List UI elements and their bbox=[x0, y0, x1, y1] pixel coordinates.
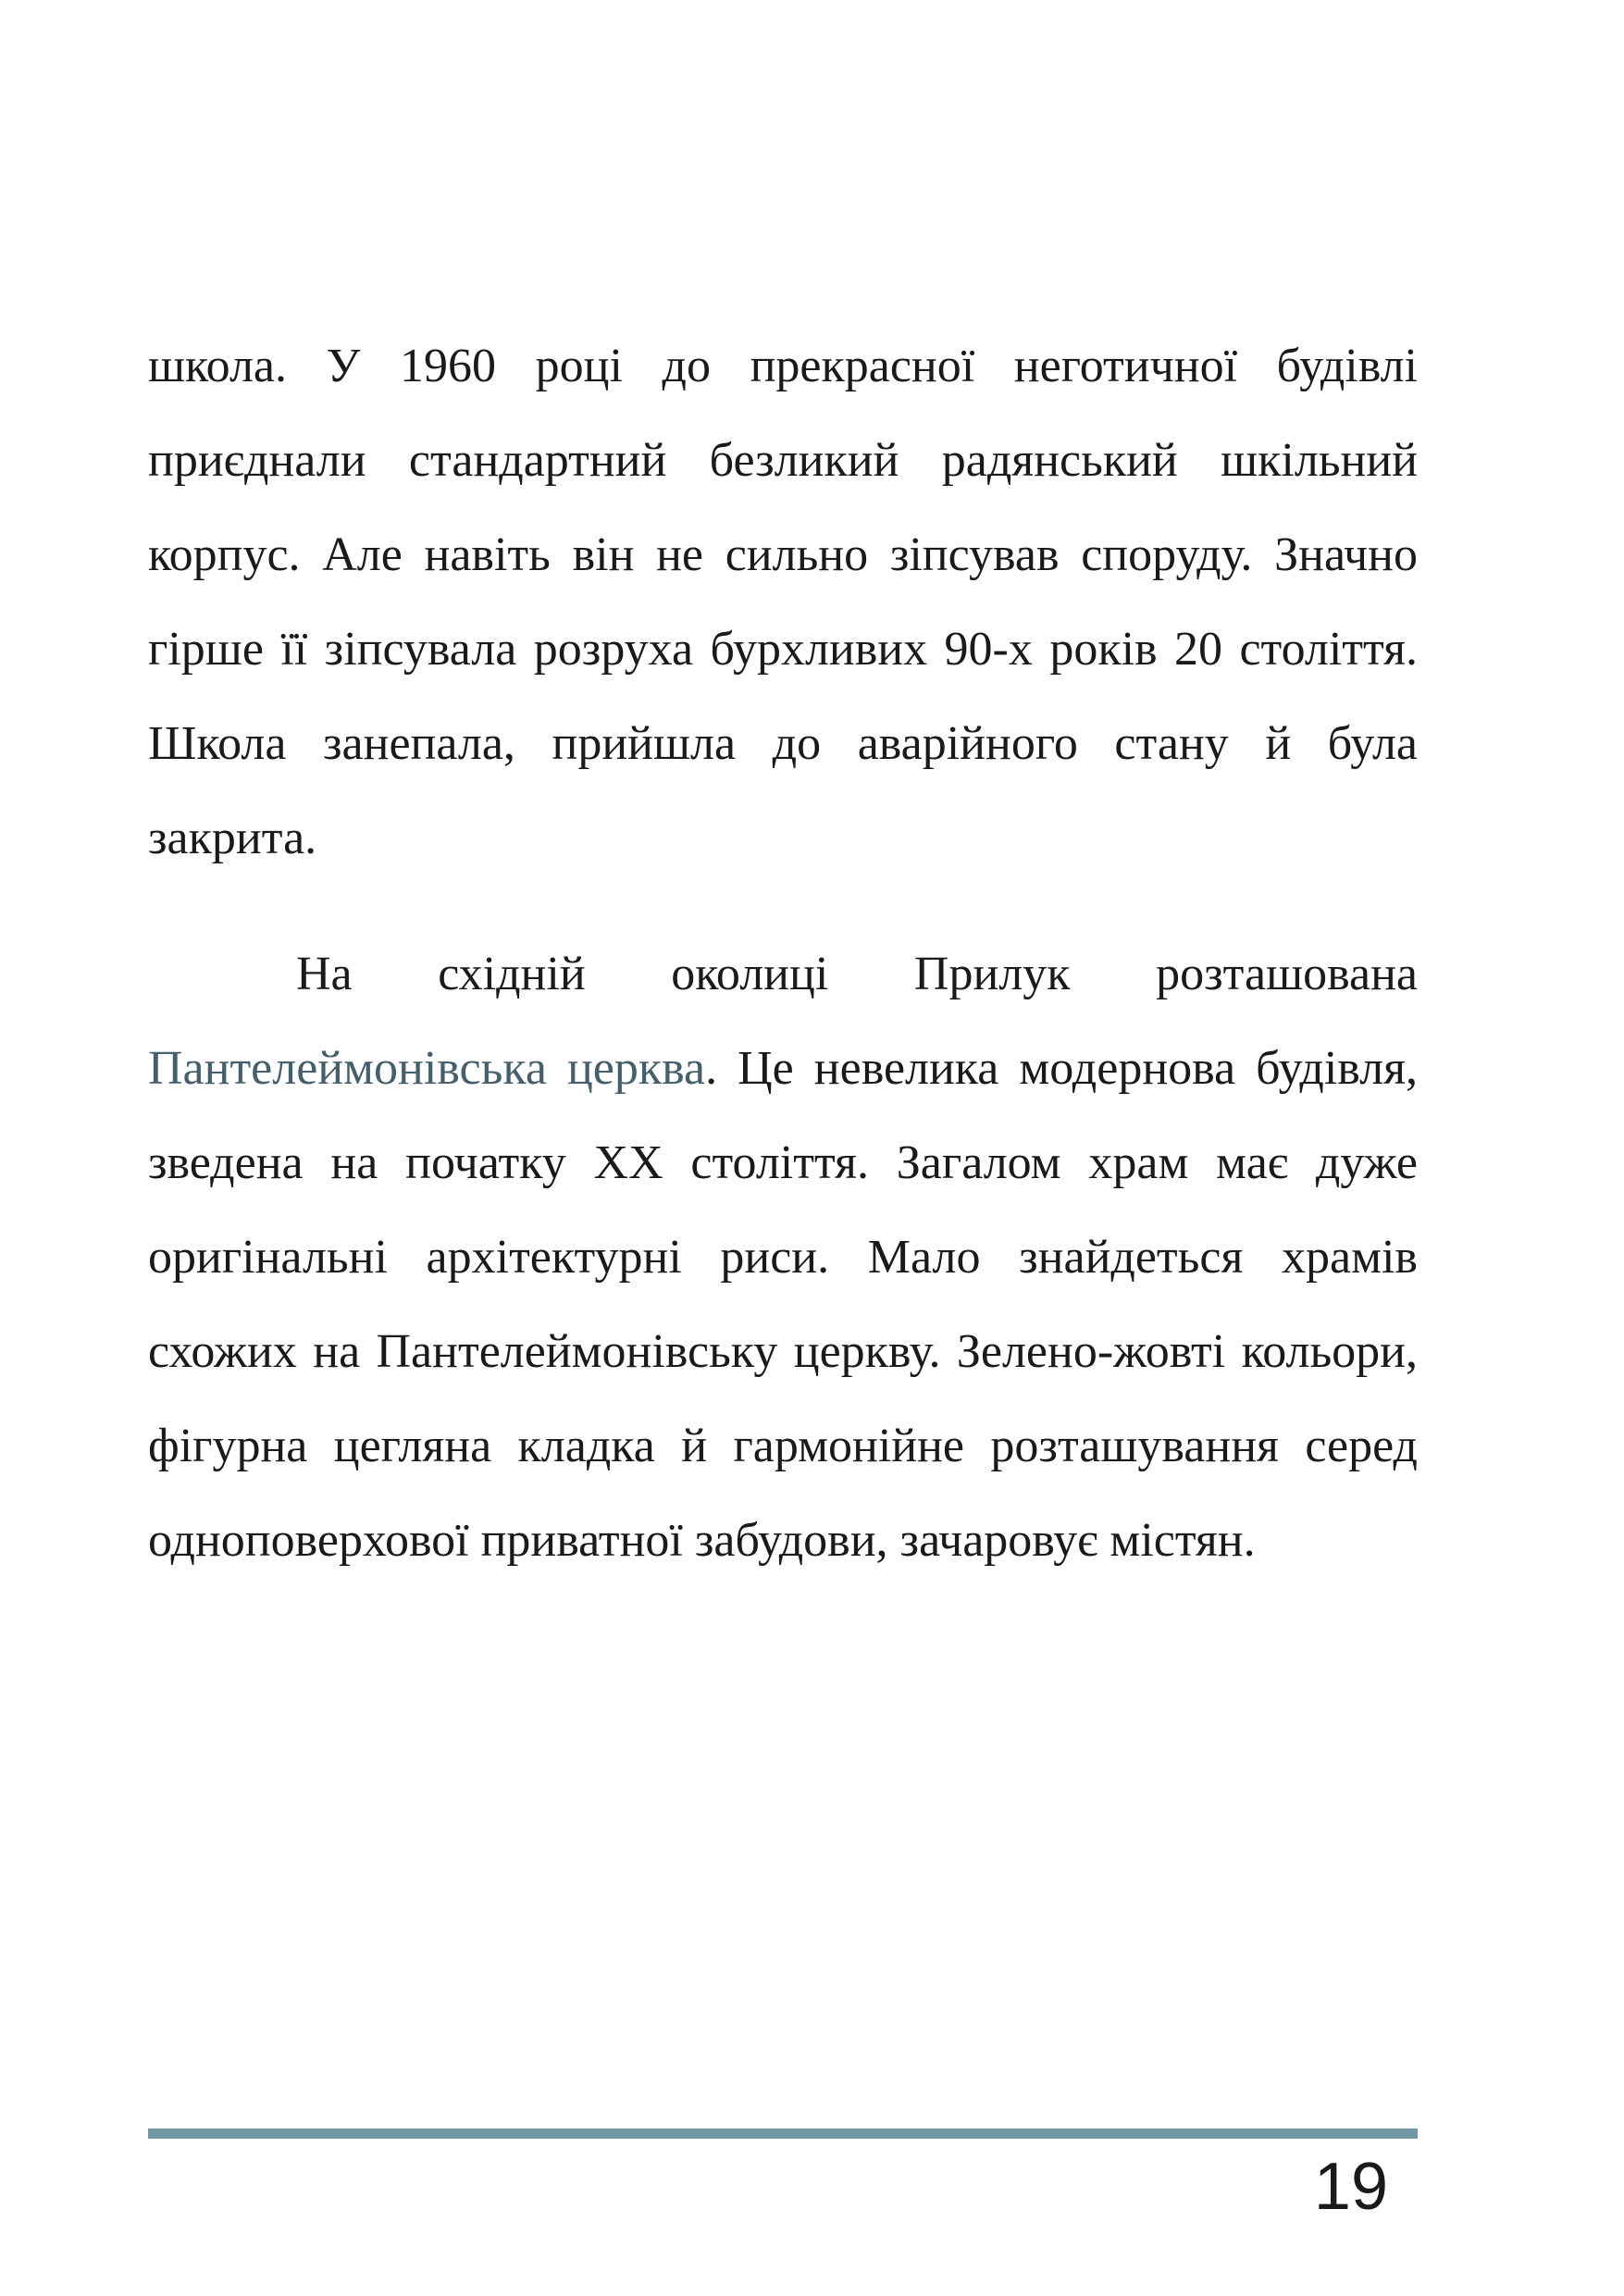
paragraph-church-text: . Це невелика модернова будівля, зведена на початку XX століття. Загалом храм має дуже оригінальні архітектурні риси. Мало знайдеться храмів схожих на Пантелеймонівську церкву. Зелено-жовті кольори, фігурна цегляна кладка й гармонійне розташування серед одноповерхової приватної забудови, зачаровує містян. bbox=[148, 1042, 1419, 1567]
page-body bbox=[148, 319, 1418, 1588]
paragraph-school: школа. У 1960 році до прекрасної неготичної будівлі приєднали стандартний безликий радянський шкільний корпус. Але навіть він не сильно зіпсував споруду. Значно гірше її зіпсувала розруха бурхливих 90-х років 20 століття. Школа занепала, прийшла до аварійного стану й була закрита. bbox=[148, 340, 1418, 864]
paragraph-church bbox=[148, 927, 1418, 1588]
church-link[interactable]: Пантелеймонівська церква bbox=[148, 1042, 706, 1095]
footer-divider bbox=[148, 2128, 1418, 2139]
paragraph-church-intro: На східній околиці Прилук розташована bbox=[296, 948, 1418, 1000]
page-number: 19 bbox=[1313, 2150, 1388, 2224]
